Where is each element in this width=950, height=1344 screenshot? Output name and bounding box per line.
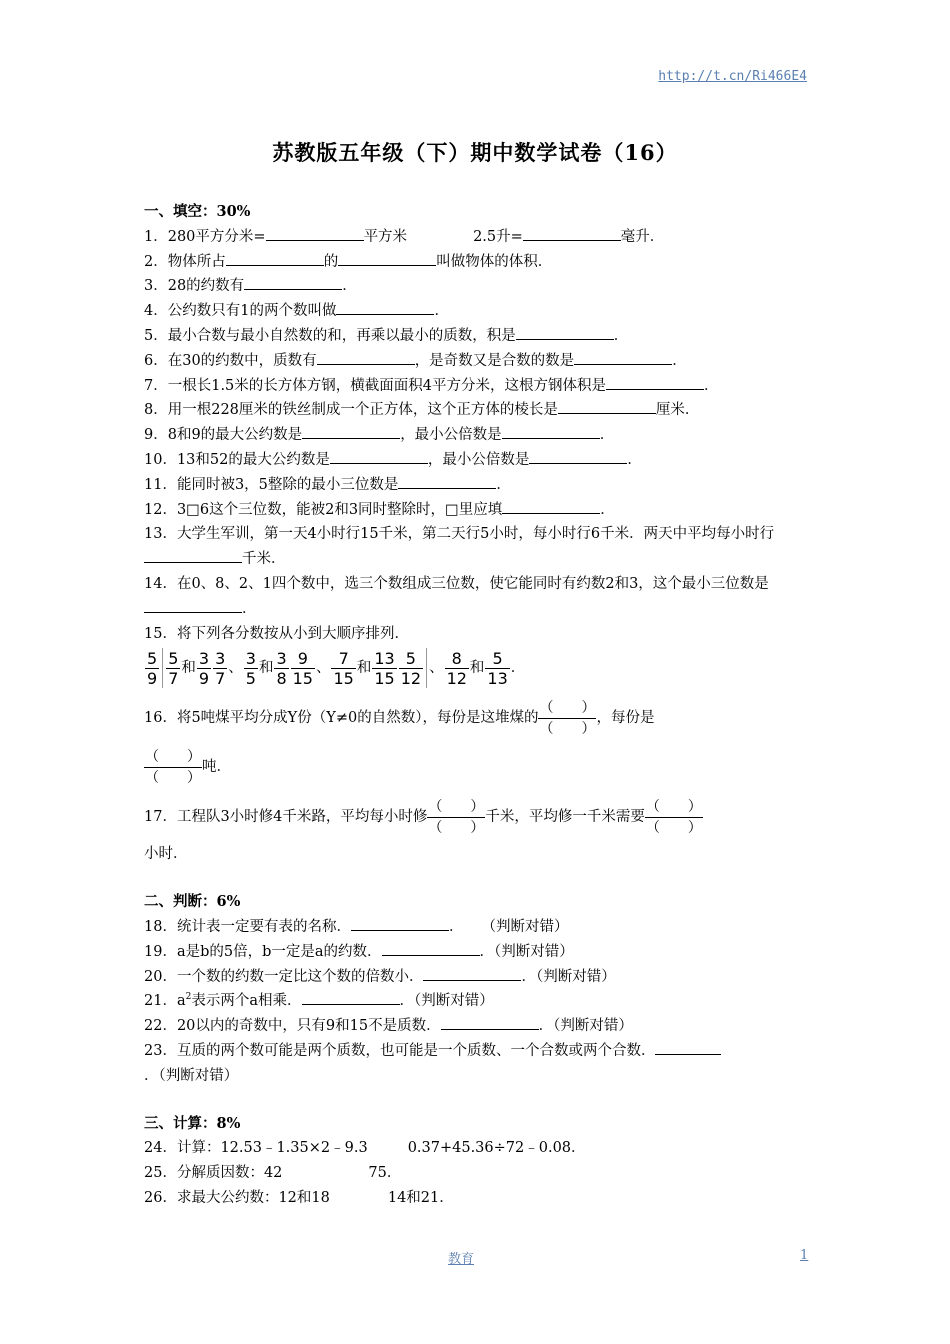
question-6: 6．在30的约数中，质数有 ，是奇数又是合数的数是 ．: [144, 349, 804, 374]
question-11: 11．能同时被3，5整除的最小三位数是 ．: [144, 473, 804, 498]
answer-blank: [266, 225, 364, 241]
question-17: 17．工程队3小时修4千米路，平均每小时修 （ ） （ ） 千米，平均修一千米需要 （ ） （ ）: [144, 798, 702, 836]
answer-blank: [441, 1014, 539, 1030]
question-24: 24．计算：12.53﹣1.35×2﹣9.3 0.37+45.36÷72﹣0.08．: [144, 1140, 586, 1157]
footer-link[interactable]: 教育: [448, 1252, 475, 1267]
question-15: 15．将下列各分数按从小到大顺序排列．: [144, 625, 409, 642]
fraction: $\frac{5}{9}$: [147, 648, 158, 688]
answer-blank: [558, 398, 656, 414]
paren-fraction: （ ） （ ）: [428, 798, 485, 836]
question-25: 25．分解质因数：42 75．: [144, 1165, 402, 1182]
question-10: 10．13和52的最大公约数是 ，最小公倍数是 ．: [144, 448, 804, 473]
page-title: 苏教版五年级（下）期中数学试卷（16）: [272, 140, 678, 165]
answer-blank: [423, 965, 521, 981]
paren-fraction: （ ） （ ）: [145, 748, 201, 786]
answer-blank: [144, 547, 242, 563]
answer-blank: [574, 349, 672, 365]
paren-fraction: （ ） （ ）: [539, 699, 596, 737]
answer-blank: [502, 498, 600, 514]
answer-blank: [317, 349, 415, 365]
answer-blank: [336, 299, 434, 315]
spacer: [426, 648, 427, 688]
fraction: $\frac{5}{7}$: [168, 648, 179, 688]
fraction: $\frac{3}{9}$: [198, 648, 210, 688]
answer-blank: [244, 274, 342, 290]
fraction: $\frac{13}{15}$: [374, 648, 395, 688]
question-17-cont: 小时．: [144, 846, 188, 863]
answer-blank: [523, 225, 621, 241]
answer-blank: [516, 324, 614, 340]
exam-body: [144, 200, 804, 1211]
fraction: $\frac{3}{7}$: [215, 648, 226, 688]
fraction: $\frac{5}{13}$: [487, 648, 508, 688]
answer-blank: [226, 250, 324, 266]
question-21: 21．$a^2$表示两个a相乘． ．（判断对错）: [144, 989, 804, 1014]
header-link[interactable]: http://t.cn/Ri466E4: [658, 69, 807, 84]
answer-blank: [606, 374, 704, 390]
answer-blank: [529, 448, 627, 464]
answer-blank: [338, 250, 436, 266]
question-26: 26．求最大公约数：12和18 14和21．: [144, 1189, 454, 1206]
answer-blank: [382, 940, 480, 956]
answer-blank: [351, 915, 449, 931]
answer-blank: [398, 473, 496, 489]
fraction: $\frac{9}{15}$: [292, 648, 313, 688]
question-16-cont: （ ） （ ） 吨．: [145, 748, 231, 786]
fraction: $\frac{3}{8}$: [276, 648, 287, 688]
fraction: $\frac{8}{12}$: [446, 648, 467, 688]
question-2: 2．物体所占 的 叫做物体的体积．: [144, 250, 804, 275]
answer-blank: [144, 597, 242, 613]
fraction: $\frac{3}{5}$: [245, 648, 256, 688]
question-8: 8．用一根228厘米的铁丝制成一个正方体，这个正方体的棱长是 厘米．: [144, 398, 804, 423]
section-heading-judge: 二、判断：6%: [144, 893, 241, 911]
question-16: 16．将5吨煤平均分成Y份（Y≠0的自然数），每份是这堆煤的 （ ） （ ） ，每份是: [144, 699, 655, 737]
question-13: 13．大学生军训，第一天4小时行15千米，第二天行5小时，每小时行6千米．两天中平均每小时行千米．: [144, 526, 775, 568]
question-14: 14．在0、8、2、1四个数中，选三个数组成三位数，使它能同时有约数2和3，这个最小三位数是．: [144, 575, 769, 617]
question-5: 5．最小合数与最小自然数的和，再乘以最小的质数，积是 ．: [144, 324, 804, 349]
question-23: 23．互质的两个数可能是两个质数，也可能是一个质数、一个合数或两个合数． ．（判断对错）: [144, 1039, 804, 1089]
answer-blank: [302, 989, 400, 1005]
page-number: 1: [800, 1248, 809, 1263]
question-12: 12．3□6这个三位数，能被2和3同时整除时，□里应填 ．: [144, 498, 804, 523]
fraction: $\frac{5}{12}$: [400, 648, 422, 688]
question-3: 3．28的约数有 ．: [144, 274, 804, 299]
paren-fraction: （ ） （ ）: [645, 798, 702, 836]
question-22: 22．20以内的奇数中，只有9和15不是质数． ．（判断对错）: [144, 1014, 804, 1039]
question-19: 19．a是b的5倍，b一定是a的约数． ．（判断对错）: [144, 940, 804, 965]
question-1: 1．280平方分米= 平方米 2.5升= 毫升．: [144, 225, 804, 250]
answer-blank: [502, 423, 600, 439]
answer-blank: [330, 448, 428, 464]
question-7: 7．一根长1.5米的长方体方钢，横截面面积4平方分米，这根方钢体积是 ．: [144, 374, 804, 399]
question-20: 20．一个数的约数一定比这个数的倍数小． ．（判断对错）: [144, 965, 804, 990]
fraction-list: $\frac{5}{9}$ $\frac{5}{7}$ 和 $\frac{3}{9}$ $\frac{3}{7}$ 、 $\frac{3}{5}$ 和 $\frac{3}{8}$ $\frac{9}{15}$ 、 $\frac{7}{15}$ 和 $\frac{13}{15}$ $\frac{5}{12}$ 、 $\frac{8}{12}$ 和 $\frac{5}{13}$ ．: [147, 648, 526, 688]
question-18: 18．统计表一定要有表的名称． ． （判断对错）: [144, 915, 804, 940]
section-heading-fill: 一、填空：30%: [144, 203, 251, 220]
question-9: 9．8和9的最大公约数是 ，最小公倍数是 ．: [144, 423, 804, 448]
fraction: $\frac{7}{15}$: [333, 648, 354, 688]
answer-blank: [655, 1039, 721, 1055]
question-4: 4．公约数只有1的两个数叫做 ．: [144, 299, 804, 324]
section-heading-calc: 三、计算：8%: [144, 1114, 241, 1132]
spacer: [162, 648, 163, 688]
answer-blank: [302, 423, 400, 439]
